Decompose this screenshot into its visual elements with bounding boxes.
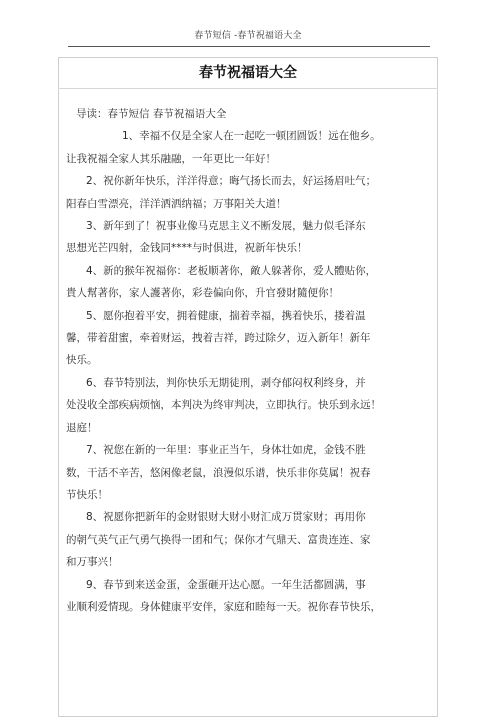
body-line: 4、新的猴年祝福你：老板顺著你，敵人躲著你，爱人體贴你， bbox=[86, 264, 377, 277]
body-line: 快乐。 bbox=[66, 354, 98, 367]
header-rule bbox=[68, 46, 430, 47]
article-body bbox=[66, 103, 438, 618]
body-line: 节快乐！ bbox=[66, 488, 108, 501]
body-line: 9、春节到来送金蛋，金蛋砸开达心愿。一年生活都圆满，事 bbox=[86, 578, 366, 591]
running-header: 春节短信 -春节祝福语大全 bbox=[194, 31, 302, 41]
body-line: 业顺利爱情现。身体健康平安伴，家庭和睦每一天。祝你春节快乐， bbox=[66, 600, 381, 613]
title-divider bbox=[58, 88, 438, 89]
body-line: 导读：春节短信 春节祝福语大全 bbox=[76, 108, 227, 120]
body-line: 馨，带着甜蜜，牵着财运，拽着吉祥，跨过除夕，迈入新年！新年 bbox=[66, 332, 371, 345]
body-line: 2、祝你新年快乐，洋洋得意；晦气扬长而去，好运扬眉吐气； bbox=[86, 175, 377, 188]
body-line: 5、愿你抱着平安，拥着健康，揣着幸福，携着快乐，搂着温 bbox=[86, 309, 366, 322]
body-line: 阳春白雪漂亮，洋洋洒洒纳福；万事阳关大道！ bbox=[66, 197, 287, 210]
body-line: 7、祝您在新的一年里：事业正当午，身体壮如虎，金钱不胜 bbox=[86, 444, 366, 457]
body-line: 数，干活不辛苦，悠闲像老鼠，浪漫似乐谱，快乐非你莫属！祝春 bbox=[66, 466, 371, 479]
page-title: 春节祝福语大全 bbox=[199, 65, 297, 81]
body-line: 退庭！ bbox=[66, 421, 98, 434]
body-line: 让我祝福全家人其乐融融，一年更比一年好！ bbox=[66, 152, 276, 165]
body-line: 和万事兴！ bbox=[66, 556, 119, 569]
body-line: 的朝气英气正气勇气换得一团和气；保你才气鼎天、富贵连连、家 bbox=[66, 533, 371, 546]
body-line: 处没收全部疾病烦恼，本判决为终审判决，立即执行。快乐到永远！ bbox=[66, 399, 381, 412]
body-line: 3、新年到了！祝事业像马克思主义不断发展，魅力似毛泽东 bbox=[86, 220, 366, 233]
body-line: 思想光芒四射，金钱同****与时俱进，祝新年快乐！ bbox=[66, 242, 308, 255]
body-line: 6、春节特别法，判你快乐无期徒刑，剥夺郁闷权利终身，并 bbox=[86, 376, 366, 389]
body-line: 1、幸福不仅是全家人在一起吃一顿团圆饭！远在他乡。 bbox=[122, 130, 381, 143]
body-line: 貴人幫著你，家人護著你，彩卷偏向你，升官發財隨便你！ bbox=[66, 287, 339, 300]
body-line: 8、祝愿你把新年的金财银财大财小财汇成万贯家财；再用你 bbox=[86, 511, 366, 524]
